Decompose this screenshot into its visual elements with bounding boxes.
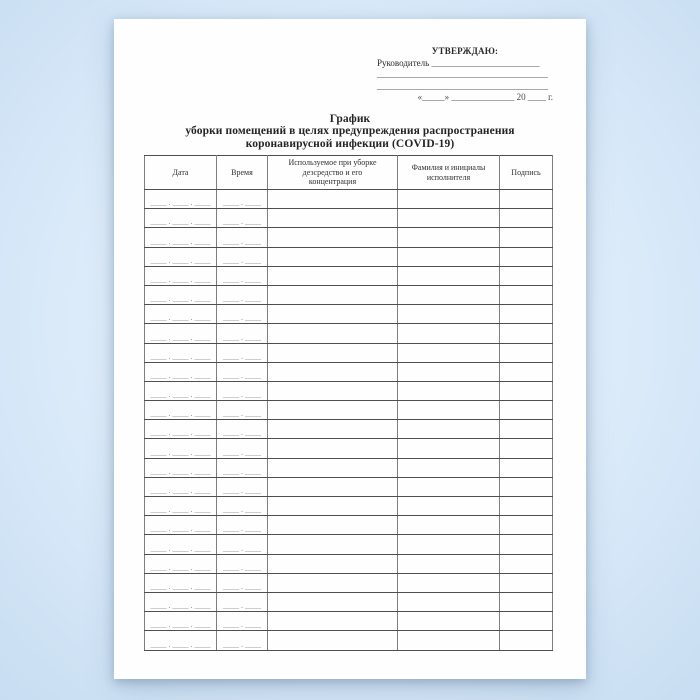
table-row: [145, 209, 553, 228]
cell-signature: [500, 324, 553, 343]
cell-date: ____ . ____ . ____: [145, 247, 217, 266]
cell-executor: [398, 612, 500, 631]
cell-agent: [268, 631, 398, 650]
title-line-3: коронавирусной инфекции (COVID-19): [245, 137, 455, 150]
cell-date: ____ . ____ . ____: [145, 477, 217, 496]
cell-time: ____ . ____: [217, 209, 268, 228]
document-title: [114, 113, 586, 151]
table-body: [145, 190, 553, 651]
cell-signature: [500, 247, 553, 266]
cell-time: ____ . ____: [217, 612, 268, 631]
cell-signature: [500, 190, 553, 209]
cell-date: ____ . ____ . ____: [145, 209, 217, 228]
header-row: [145, 156, 553, 190]
table-row: [145, 362, 553, 381]
table-row: [145, 477, 553, 496]
approval-heading: УТВЕРЖДАЮ:: [431, 46, 499, 56]
column-header-line: Время: [231, 167, 253, 177]
table-row: [145, 497, 553, 516]
column-header-signature: [500, 156, 553, 190]
cell-signature: [500, 573, 553, 592]
cell-executor: [398, 477, 500, 496]
cell-signature: [500, 209, 553, 228]
cell-agent: [268, 516, 398, 535]
cell-date: ____ . ____ . ____: [145, 285, 217, 304]
cell-signature: [500, 305, 553, 324]
cell-date: ____ . ____ . ____: [145, 497, 217, 516]
cell-signature: [500, 439, 553, 458]
title-line-1: График: [329, 112, 371, 125]
cell-agent: [268, 228, 398, 247]
table-row: [145, 381, 553, 400]
approval-date-line: «_____» ______________ 20 ____ г.: [417, 92, 553, 102]
cell-executor: [398, 266, 500, 285]
column-header-line: Используемое при уборке: [288, 158, 377, 168]
table-row: [145, 401, 553, 420]
cell-agent: [268, 266, 398, 285]
document-page: [114, 19, 586, 679]
table-row: [145, 439, 553, 458]
approval-blank-line: ______________________________________: [377, 69, 548, 79]
cell-date: ____ . ____ . ____: [145, 401, 217, 420]
cell-signature: [500, 592, 553, 611]
cell-signature: [500, 420, 553, 439]
column-header-line: Фамилия и инициалы: [411, 162, 486, 172]
column-header-executor: [398, 156, 500, 190]
cell-signature: [500, 612, 553, 631]
cell-time: ____ . ____: [217, 362, 268, 381]
table-header: [145, 156, 553, 190]
cell-signature: [500, 497, 553, 516]
cell-time: ____ . ____: [217, 266, 268, 285]
cell-agent: [268, 554, 398, 573]
cell-executor: [398, 209, 500, 228]
cell-time: ____ . ____: [217, 285, 268, 304]
cell-time: ____ . ____: [217, 573, 268, 592]
cell-time: ____ . ____: [217, 420, 268, 439]
table-row: [145, 573, 553, 592]
cell-time: ____ . ____: [217, 631, 268, 650]
column-header-time: [217, 156, 268, 190]
cell-time: ____ . ____: [217, 247, 268, 266]
cell-executor: [398, 535, 500, 554]
cell-signature: [500, 631, 553, 650]
cell-signature: [500, 477, 553, 496]
cell-date: ____ . ____ . ____: [145, 228, 217, 247]
cell-time: ____ . ____: [217, 458, 268, 477]
cell-time: ____ . ____: [217, 535, 268, 554]
cell-agent: [268, 285, 398, 304]
cell-executor: [398, 554, 500, 573]
table-row: [145, 516, 553, 535]
cell-agent: [268, 420, 398, 439]
cell-agent: [268, 439, 398, 458]
cell-agent: [268, 458, 398, 477]
cell-signature: [500, 266, 553, 285]
table-row: [145, 324, 553, 343]
cell-executor: [398, 420, 500, 439]
cell-agent: [268, 343, 398, 362]
cell-executor: [398, 497, 500, 516]
approval-blank-line: ______________________________________: [377, 80, 548, 91]
title-line-2: уборки помещений в целях предупреждения распространения: [185, 125, 515, 137]
cell-date: ____ . ____ . ____: [145, 324, 217, 343]
cell-executor: [398, 631, 500, 650]
cell-executor: [398, 285, 500, 304]
table-row: [145, 535, 553, 554]
table-row: [145, 612, 553, 631]
cell-date: ____ . ____ . ____: [145, 266, 217, 285]
cell-date: ____ . ____ . ____: [145, 305, 217, 324]
cell-agent: [268, 592, 398, 611]
cell-agent: [268, 324, 398, 343]
cell-executor: [398, 305, 500, 324]
cell-time: ____ . ____: [217, 381, 268, 400]
cell-time: ____ . ____: [217, 439, 268, 458]
table-row: [145, 458, 553, 477]
approval-role-line: [377, 58, 553, 70]
cell-signature: [500, 554, 553, 573]
approval-role-label: Руководитель: [377, 57, 430, 68]
approval-role-blank: ________________________: [431, 57, 540, 68]
cell-signature: [500, 458, 553, 477]
cell-time: ____ . ____: [217, 554, 268, 573]
cell-agent: [268, 477, 398, 496]
table-row: [145, 305, 553, 324]
column-header-line: дезсредство и его: [302, 167, 363, 177]
cell-date: ____ . ____ . ____: [145, 535, 217, 554]
cell-agent: [268, 573, 398, 592]
cell-time: ____ . ____: [217, 497, 268, 516]
cell-time: ____ . ____: [217, 324, 268, 343]
cell-signature: [500, 343, 553, 362]
column-header-line: исполнителя: [426, 172, 471, 182]
cell-executor: [398, 439, 500, 458]
column-header-line: Подпись: [511, 167, 541, 177]
cell-executor: [398, 573, 500, 592]
table-row: [145, 631, 553, 650]
cell-date: ____ . ____ . ____: [145, 420, 217, 439]
cell-time: ____ . ____: [217, 343, 268, 362]
cell-signature: [500, 401, 553, 420]
table-row: [145, 285, 553, 304]
cell-executor: [398, 228, 500, 247]
cell-agent: [268, 209, 398, 228]
cell-signature: [500, 228, 553, 247]
cell-date: ____ . ____ . ____: [145, 458, 217, 477]
cell-time: ____ . ____: [217, 592, 268, 611]
approval-block: [377, 46, 553, 104]
table-row: [145, 228, 553, 247]
cell-date: ____ . ____ . ____: [145, 516, 217, 535]
cell-agent: [268, 401, 398, 420]
cell-executor: [398, 381, 500, 400]
cleaning-schedule-table: [144, 155, 553, 651]
column-header-line: Дата: [172, 167, 189, 177]
cell-time: ____ . ____: [217, 305, 268, 324]
table-row: [145, 554, 553, 573]
cell-executor: [398, 362, 500, 381]
cell-date: ____ . ____ . ____: [145, 612, 217, 631]
column-header-agent: [268, 156, 398, 190]
cell-executor: [398, 516, 500, 535]
cell-date: ____ . ____ . ____: [145, 554, 217, 573]
cell-date: ____ . ____ . ____: [145, 190, 217, 209]
column-header-line: концентрация: [308, 177, 357, 187]
cell-date: ____ . ____ . ____: [145, 381, 217, 400]
cell-signature: [500, 516, 553, 535]
cell-agent: [268, 612, 398, 631]
cell-agent: [268, 362, 398, 381]
cell-agent: [268, 535, 398, 554]
cell-time: ____ . ____: [217, 190, 268, 209]
cell-agent: [268, 497, 398, 516]
cell-signature: [500, 381, 553, 400]
cell-executor: [398, 592, 500, 611]
cell-time: ____ . ____: [217, 401, 268, 420]
cell-agent: [268, 381, 398, 400]
cell-agent: [268, 247, 398, 266]
table-row: [145, 190, 553, 209]
cell-signature: [500, 285, 553, 304]
cell-executor: [398, 190, 500, 209]
cell-time: ____ . ____: [217, 516, 268, 535]
cell-time: ____ . ____: [217, 477, 268, 496]
table-row: [145, 343, 553, 362]
cell-date: ____ . ____ . ____: [145, 631, 217, 650]
cell-executor: [398, 458, 500, 477]
table-row: [145, 247, 553, 266]
cell-date: ____ . ____ . ____: [145, 362, 217, 381]
table-row: [145, 266, 553, 285]
table-row: [145, 592, 553, 611]
cell-executor: [398, 343, 500, 362]
cell-agent: [268, 190, 398, 209]
column-header-date: [145, 156, 217, 190]
cell-signature: [500, 362, 553, 381]
cell-executor: [398, 324, 500, 343]
cell-date: ____ . ____ . ____: [145, 592, 217, 611]
cell-executor: [398, 401, 500, 420]
cell-date: ____ . ____ . ____: [145, 439, 217, 458]
cell-executor: [398, 247, 500, 266]
table-row: [145, 420, 553, 439]
cell-signature: [500, 535, 553, 554]
cell-date: ____ . ____ . ____: [145, 343, 217, 362]
cell-agent: [268, 305, 398, 324]
cell-time: ____ . ____: [217, 228, 268, 247]
cell-date: ____ . ____ . ____: [145, 573, 217, 592]
